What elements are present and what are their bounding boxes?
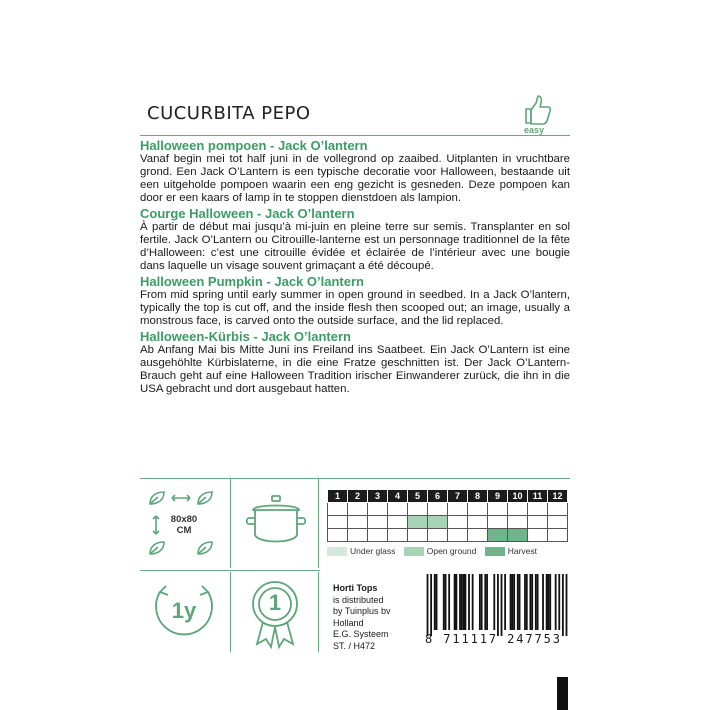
calendar-cell — [548, 516, 568, 529]
calendar-cell — [488, 529, 508, 542]
section-body-fr: À partir de début mai jusqu’à mi-juin en pleine terre sur semis. Transplanter en sol fertile. Jack O’Lantern ou Citrouille-lanterne est un personnage traditionnel de la fête d’Halloween: c’est une citrouille évidée et éclairée de l’intérieur avec une bougie dans laquelle un visage souvent grimaçant a été découpé. — [140, 221, 570, 272]
barcode-bar — [468, 574, 470, 630]
calendar-cell — [448, 503, 468, 516]
barcode-bar — [519, 574, 521, 630]
barcode-bar — [548, 574, 550, 630]
cooking-pot-icon — [245, 492, 307, 554]
barcode-bar — [434, 574, 436, 630]
barcode-bar — [443, 574, 445, 630]
legend-item — [485, 546, 537, 556]
barcode-bar — [524, 574, 526, 630]
barcode-bar — [497, 574, 499, 636]
calendar-cell — [408, 516, 428, 529]
pot-icon-wrap — [245, 492, 307, 559]
spacing-icon-group — [146, 488, 216, 560]
thumbs-up-icon — [514, 95, 558, 127]
barcode-bar — [517, 574, 519, 630]
calendar-cell — [468, 529, 488, 542]
calendar-cell — [328, 503, 348, 516]
barcode-bar — [448, 574, 450, 630]
barcode-bar — [510, 574, 512, 630]
print-marker — [557, 677, 568, 710]
barcode-bar — [455, 574, 457, 630]
barcode-bar — [454, 574, 456, 630]
spacing-unit: CM — [176, 525, 192, 536]
calendar-cell — [528, 529, 548, 542]
barcode-bar — [479, 574, 481, 630]
month-cell: 5 — [408, 490, 428, 503]
calendar-cell — [428, 516, 448, 529]
calendar-cell — [348, 529, 368, 542]
barcode-bar — [486, 574, 488, 630]
month-cell: 6 — [428, 490, 448, 503]
calendar-cell — [448, 516, 468, 529]
calendar-cell — [528, 516, 548, 529]
calendar-cell — [408, 503, 428, 516]
barcode-bar — [537, 574, 539, 630]
barcode-bar — [436, 574, 438, 630]
legend-swatch — [485, 547, 505, 556]
brand-name: Horti Tops — [333, 583, 378, 593]
calendar-row-harvest — [328, 529, 568, 542]
rank-badge — [247, 578, 303, 655]
calendar-cell — [328, 516, 348, 529]
calendar-cell — [508, 529, 528, 542]
month-cell: 7 — [448, 490, 468, 503]
calendar-cell — [548, 503, 568, 516]
legend-item — [404, 546, 477, 556]
distributor-line: Holland — [333, 617, 364, 628]
barcode-number: 8 711117 247753 — [425, 632, 562, 646]
calendar-row-under-glass — [328, 503, 568, 516]
section-heading-en: Halloween Pumpkin - Jack O’lantern — [140, 274, 364, 289]
calendar-cell — [448, 529, 468, 542]
sowing-calendar — [327, 489, 568, 542]
barcode-bar — [484, 574, 486, 630]
calendar-cell — [468, 516, 488, 529]
month-cell: 9 — [488, 490, 508, 503]
barcode-bar — [472, 574, 474, 630]
calendar-cell — [488, 516, 508, 529]
divider-v1 — [230, 478, 231, 568]
spacing-label — [164, 514, 204, 536]
calendar-cell — [348, 503, 368, 516]
header-divider — [140, 135, 570, 136]
calendar-cell — [468, 503, 488, 516]
barcode-bar — [461, 574, 463, 630]
section-heading-de: Halloween-Kürbis - Jack O’lantern — [140, 329, 351, 344]
rank-label: 1 — [268, 590, 282, 615]
calendar-cell — [328, 529, 348, 542]
barcode-bar — [542, 574, 544, 630]
calendar-cell — [348, 516, 368, 529]
distributor-line: E.G. Systeem — [333, 629, 389, 639]
section-heading-nl: Halloween pompoen - Jack O’lantern — [140, 138, 368, 153]
calendar-cell — [488, 503, 508, 516]
divider-v3 — [230, 572, 231, 652]
section-body-en: From mid spring until early summer in open ground in seedbed. In a Jack O’lantern, typically the top is cut off, and the inside flesh then scooped out; an image, usually a monstrous face, is carved onto the outside surface, and the lid replaced. — [140, 289, 570, 327]
footer-divider-mid — [140, 570, 320, 571]
barcode-bar — [459, 574, 461, 630]
calendar-cell — [548, 529, 568, 542]
legend-swatch — [327, 547, 347, 556]
easy-badge — [514, 95, 558, 135]
barcode-bar — [493, 574, 495, 630]
barcode-bar — [445, 574, 447, 630]
barcode-bar — [526, 574, 528, 630]
month-cell: 3 — [368, 490, 388, 503]
calendar-cell — [508, 516, 528, 529]
description-block — [140, 139, 570, 398]
barcode-bar — [562, 574, 564, 636]
barcode-bar — [511, 574, 513, 630]
barcode-bar — [430, 574, 432, 636]
calendar-cell — [368, 529, 388, 542]
barcode-bar — [427, 574, 429, 636]
barcode-bar — [531, 574, 533, 630]
calendar-cell — [408, 529, 428, 542]
barcode-bar — [546, 574, 548, 630]
lifecycle-badge — [148, 578, 220, 651]
month-cell: 2 — [348, 490, 368, 503]
legend-label: Harvest — [507, 546, 538, 556]
calendar-cell — [428, 529, 448, 542]
section-heading-fr: Courge Halloween - Jack O’lantern — [140, 206, 355, 221]
barcode-bar — [566, 574, 568, 636]
legend-item — [327, 546, 395, 556]
barcode-bar — [558, 574, 560, 630]
barcode-bar — [535, 574, 537, 630]
barcode-bar — [481, 574, 483, 630]
distributor-line: is distributed — [333, 594, 384, 605]
barcode-bar — [463, 574, 465, 630]
barcode-bar — [555, 574, 557, 630]
divider-v4 — [318, 572, 319, 652]
calendar-cell — [388, 503, 408, 516]
legend-label: Under glass — [350, 546, 396, 556]
legend-swatch — [404, 547, 424, 556]
barcode-bar — [513, 574, 515, 630]
barcode-bar — [465, 574, 467, 630]
month-cell: 8 — [468, 490, 488, 503]
calendar-legend — [327, 546, 543, 556]
calendar-cell — [528, 503, 548, 516]
calendar-cell — [368, 516, 388, 529]
calendar-cell — [508, 503, 528, 516]
month-cell: 4 — [388, 490, 408, 503]
month-cell: 1 — [328, 490, 348, 503]
section-body-de: Ab Anfang Mai bis Mitte Juni ins Freiland ins Saatbeet. Ein Jack O’Lantern ist eine ausgehöhlte Kürbislaterne, in die eine Fratze geschnitten ist. Der Jack O’Lantern-Brauch geht auf eine Halloween Tradition irischer Einwanderer zurück, die ihn in die USA gebracht und dort ausgebaut hatten. — [140, 344, 570, 395]
barcode-bar — [529, 574, 531, 630]
calendar-cell — [388, 516, 408, 529]
spacing-value: 80x80 — [170, 514, 198, 525]
calendar-header-row — [328, 490, 568, 503]
footer-divider-top — [140, 478, 570, 479]
calendar-cell — [428, 503, 448, 516]
barcode-bar — [501, 574, 503, 636]
section-body-nl: Vanaf begin mei tot half juni in de vollegrond op zaaibed. Uitplanten in vruchtbare grond. Een Jack O’Lantern is een typische decoratie voor Halloween, bestaande uit een uitgeholde pompoen waarin een eng gezicht is gesneden. Deze pompoen kan door er een kaars of lamp in te stoppen dienstdoen als lampion. — [140, 153, 570, 204]
calendar-row-open-ground — [328, 516, 568, 529]
month-cell: 10 — [508, 490, 528, 503]
month-cell: 12 — [548, 490, 568, 503]
easy-label: easy — [524, 125, 545, 135]
calendar-cell — [388, 529, 408, 542]
lifecycle-label: 1y — [171, 598, 197, 623]
distributor-line: ST. / H472 — [333, 640, 376, 651]
legend-label: Open ground — [426, 546, 477, 556]
distributor-info — [333, 583, 391, 652]
latin-name: CUCURBITA PEPO — [147, 103, 311, 124]
month-cell: 11 — [528, 490, 548, 503]
distributor-line: by Tuinplus bv — [333, 606, 391, 616]
barcode-bar — [549, 574, 551, 630]
calendar-cell — [368, 503, 388, 516]
divider-v2 — [318, 478, 319, 568]
barcode-bar — [504, 574, 506, 630]
